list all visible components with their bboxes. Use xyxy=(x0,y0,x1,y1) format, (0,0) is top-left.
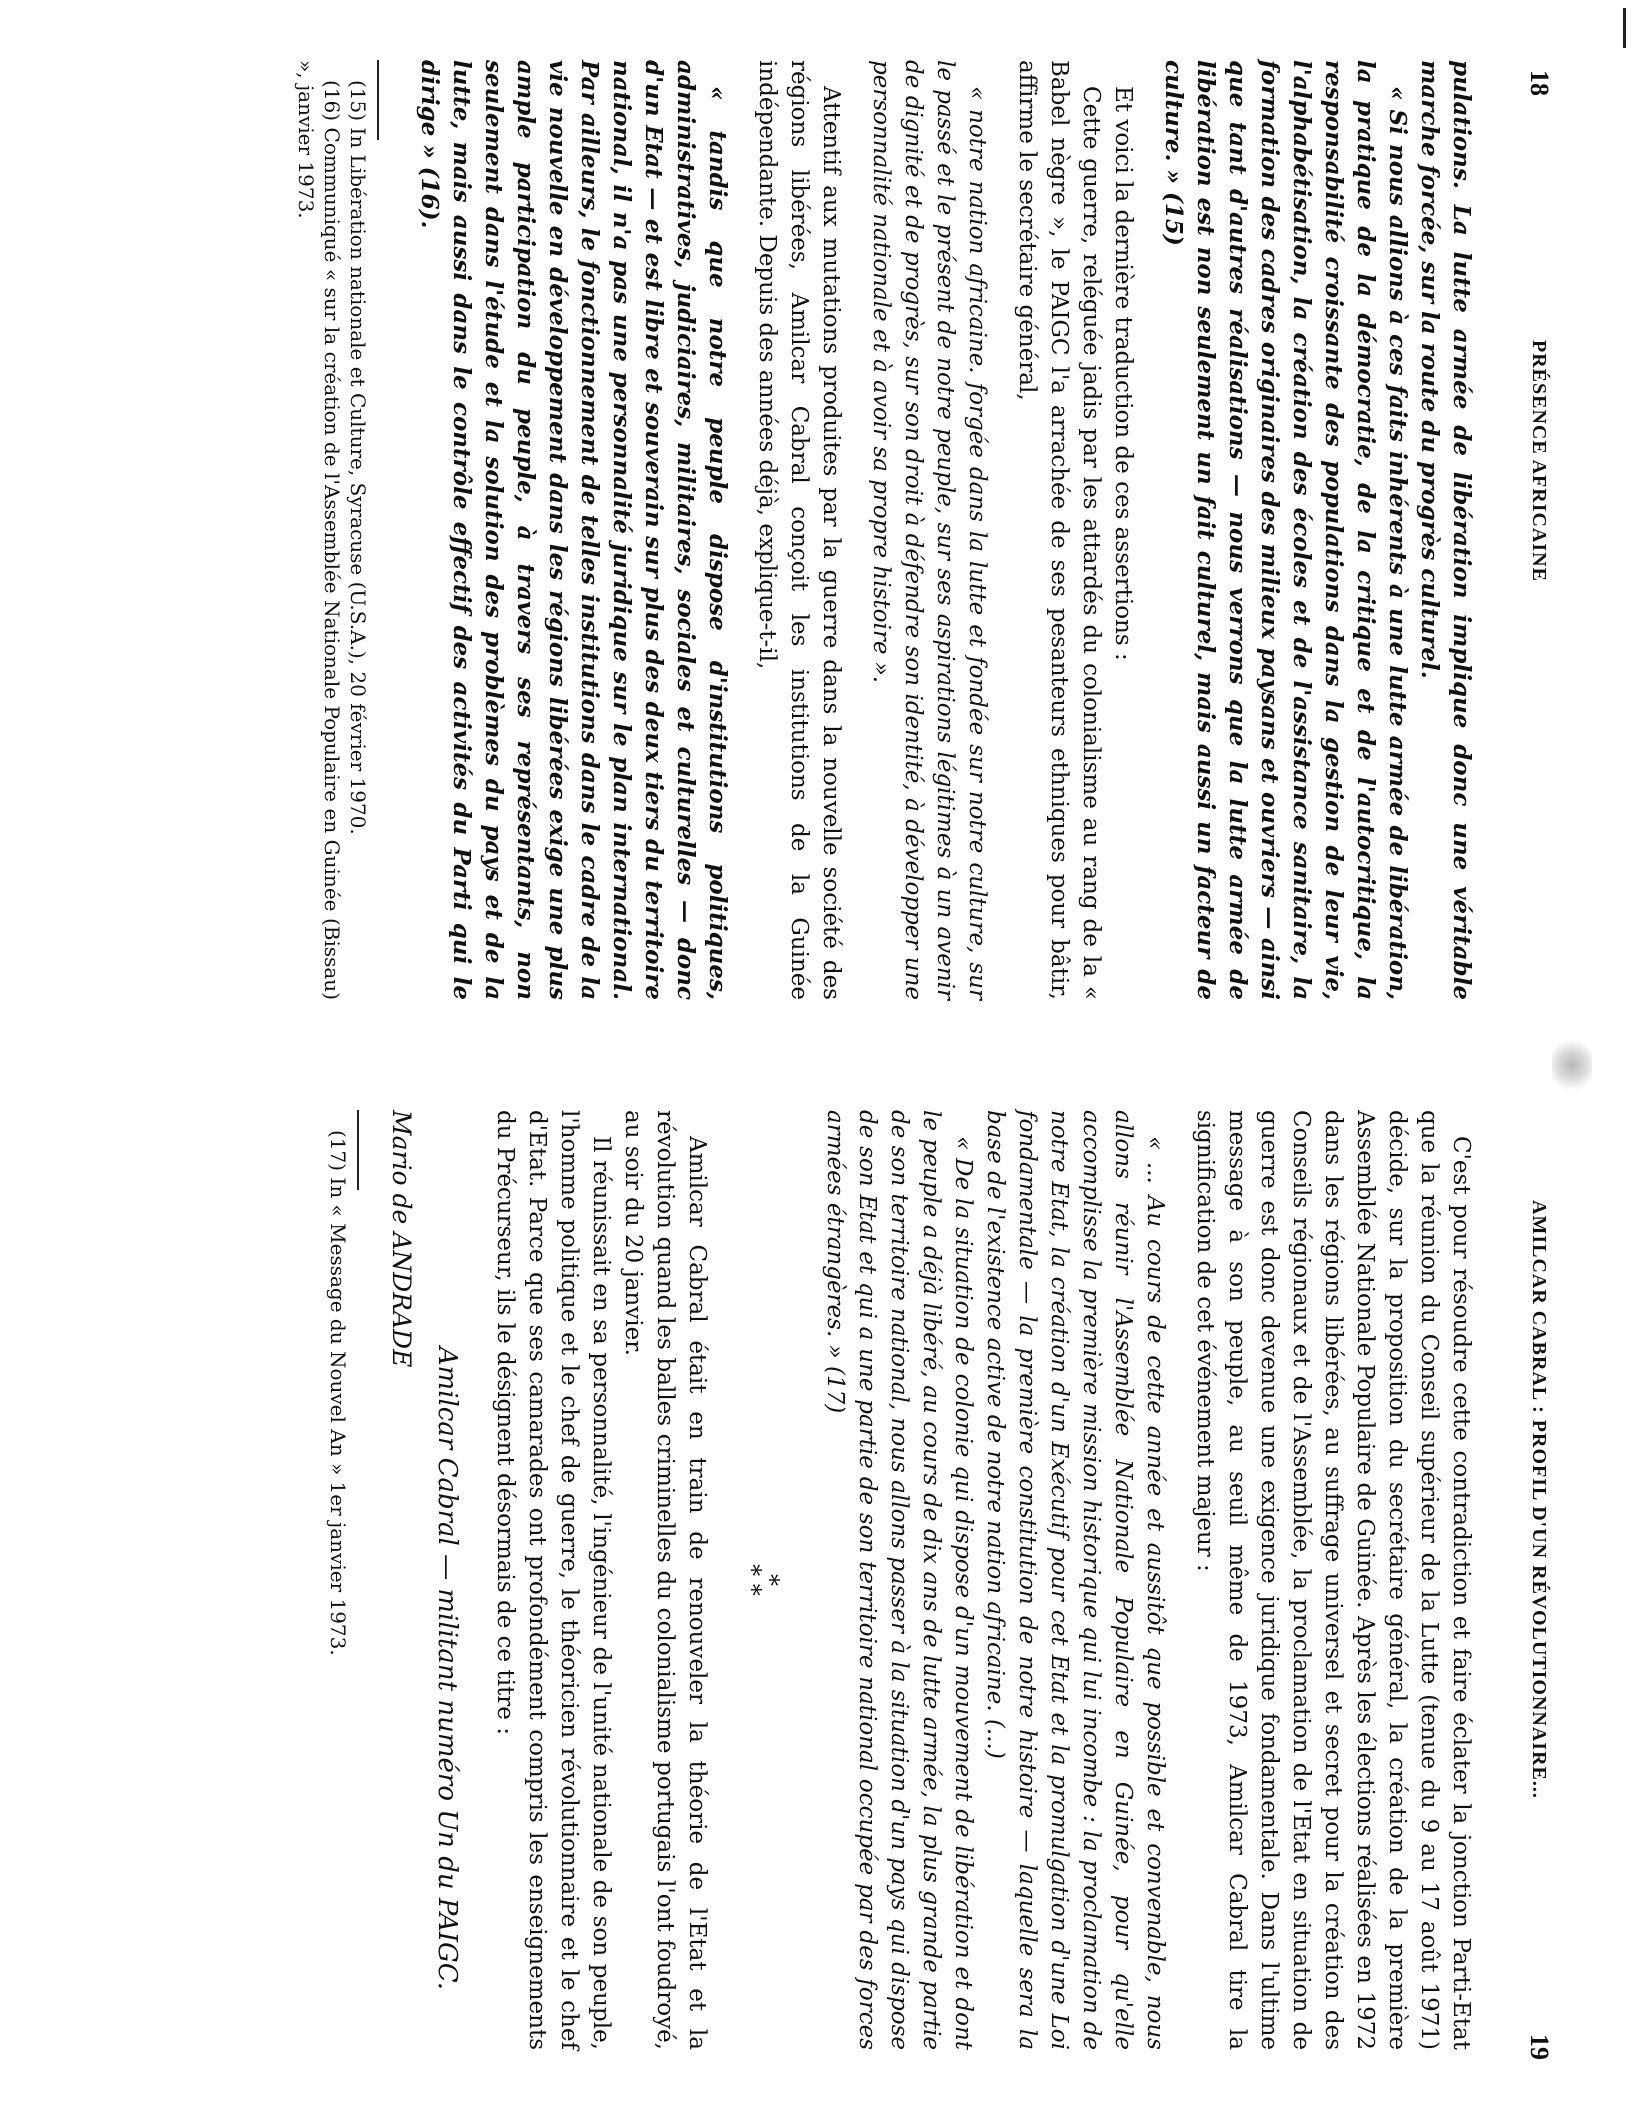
footnote-rule xyxy=(357,1110,359,1190)
right-page-header xyxy=(1514,1110,1554,2070)
paragraph: pulations. La lutte armée de libération implique donc une véritable marche forcée, sur la route du progrès culturel. xyxy=(1416,60,1475,1000)
paragraph: Il réunissait en sa personnalité, l'ingénieur de l'unité nationale de son peuple, l'homme politique et le chef de guerre, le théoricien révolutionnaire et le chef d'Etat. Parce que ses camarades ont profondément compris les enseignements du Précurseur, ils le désignent désormais de ce titre : xyxy=(492,1110,614,2050)
scan-smudge xyxy=(1552,1035,1592,1095)
left-page-header xyxy=(1514,60,1554,1020)
footnote: (15) In Libération nationale et Culture, Syracuse (U.S.A.), 20 février 1970. xyxy=(346,80,370,835)
quote-paragraph: « De la situation de colonie qui dispose d'un mouvement de libération et dont le peuple a déjà libéré, au cours de dix ans de lutte armée, la plus grande partie de son territoire national, nous allons passer à la situation d'un pays qui dispose de son Etat et qui a une partie de son territoire national occupée par des forces armées étrangères. » (17) xyxy=(822,1110,976,2050)
right-page xyxy=(42,1110,1582,2070)
page-number: 19 xyxy=(1525,2034,1554,2060)
footnote-rule xyxy=(377,60,379,140)
paragraph: Cette guerre, reléguée jadis par les attardés du colonialisme au rang de la « Babel nègre », le PAIGC l'a arrachée de ses pesanteurs ethniques pour bâtir, affirme le secrétaire général, xyxy=(1014,60,1104,1000)
quote-paragraph: « notre nation africaine. forgée dans la lutte et fondée sur notre culture, sur le passé et le présent de notre peuple, sur ses aspirations légitimes à un avenir de dignité et de progrès, sur son droit à défendre son identité, à développer une personnalité nationale et à avoir sa propre histoire ». xyxy=(868,60,990,1000)
paragraph: Attentif aux mutations produites par la guerre dans la nouvelle société des régions libérées, Amilcar Cabral conçoit les institutions de la Guinée indépendante. Depuis des années déjà, explique-t-il, xyxy=(754,60,844,1000)
section-break-stars: * * * xyxy=(738,1564,784,1596)
quote-paragraph: « Si nous allions à ces faits inhérents à une lutte armée de libération, la pratique de la démocratie, de la critique et de l'autocritique, la responsabilité croissante des populations dans la gestion de leur vie, l'alphabétisation, la création des écoles et de l'assistance sanitaire, la formation des cadres originaires des milieux paysans et ouvriers — ainsi que tant d'autres réalisations — nous verrons que la lutte armée de libération est non seulement un fait culturel, mais aussi un facteur de culture. » (15) xyxy=(1160,60,1411,1000)
paragraph: C'est pour résoudre cette contradiction et faire éclater la jonction Parti-Etat que la réunion du Conseil supérieur de la Lutte (tenue du 9 au 17 août 1971) décide, sur la proposition du secrétaire général, la création de la première Assemblée Nationale Populaire de Guinée. Après les élections réalisées en 1972 dans les régions libérées, au suffrage universel et secret pour la création des Conseils régionaux et de l'Assemblée, la proclamation de l'Etat en situation de guerre est donc devenue une exigence juridique fondamentale. Dans l'ultime message à son peuple, au seuil même de 1973, Amilcar Cabral tire la signification de cet événement majeur : xyxy=(1192,1110,1474,2050)
paragraph: Et voici la dernière traduction de ces assertions : xyxy=(1110,86,1136,661)
paragraph: Amilcar Cabral était en train de renouveler la théorie de l'Etat et la révolution quand les balles criminelles du colonialisme portugais l'ont foudroyé, au soir du 20 janvier. xyxy=(620,1110,710,2050)
page-number: 18 xyxy=(1525,70,1554,96)
quote-paragraph: « ... Au cours de cette année et aussitôt que possible et convenable, nous allons réunir l'Assemblée Nationale Populaire en Guinée, pour qu'elle accomplisse la première mission historique qui lui incombe : la proclamation de notre Etat, la création d'un Exécutif pour cet Etat et la promulgation d'une Loi fondamentale — la première constitution de notre histoire — laquelle sera la base de l'existence active de notre nation africaine. (...) xyxy=(982,1110,1168,2050)
scan-artifact xyxy=(1623,8,1626,48)
left-page xyxy=(42,60,1582,1020)
footnote: (17) In « Message du Nouvel An » 1er janvier 1973. xyxy=(326,1130,350,1656)
running-head: AMILCAR CABRAL : PROFIL D'UN RÉVOLUTIONNAIRE... xyxy=(1528,1200,1550,1799)
right-page-body xyxy=(325,1110,1477,2050)
running-head: PRÉSENCE AFRICAINE xyxy=(1528,340,1550,582)
closing-line: Amilcar Cabral — militant numéro Un du PAIGC. xyxy=(432,1346,462,1990)
footnote: (16) Communiqué « sur la création de l'Assemblée Nationale Populaire en Guinée (Bissau) », janvier 1973. xyxy=(294,60,344,1000)
quote-paragraph: « tandis que notre peuple dispose d'institutions politiques, administratives, judiciaires, militaires, sociales et culturelles — donc d'un Etat — et est libre et souverain sur plus des deux tiers du territoire national, il n'a pas une personnalité juridique sur le plan international. Par ailleurs, le fonctionnement de telles institutions dans le cadre de la vie nouvelle en développement dans les régions libérées exige une plus ample participation du peuple, à travers ses représentants, non seulement dans l'étude et la solution des problèmes du pays et de la lutte, mais aussi dans le contrôle effectif des activités du Parti qui le dirige » (16). xyxy=(416,60,731,1000)
author-signature: Mario de ANDRADE xyxy=(387,1110,416,1368)
left-page-body xyxy=(293,60,1477,1000)
